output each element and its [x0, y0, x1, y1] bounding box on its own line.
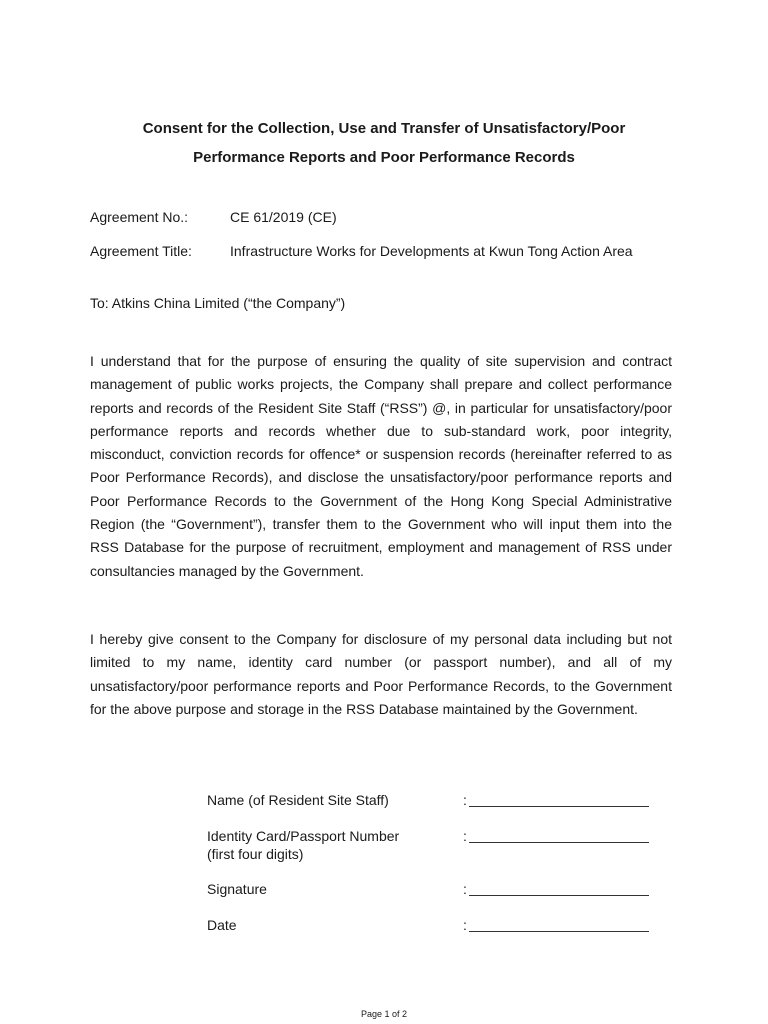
document-title	[60, 114, 708, 172]
id-label	[207, 827, 457, 863]
date-colon: :	[463, 917, 467, 933]
date-blank-line[interactable]	[469, 931, 649, 932]
name-colon: :	[463, 792, 467, 808]
agreement-number-label: Agreement No.:	[90, 209, 189, 225]
title-line-2: Performance Reports and Poor Performance Records	[193, 149, 575, 166]
id-label-line-2: (first four digits)	[207, 846, 304, 862]
consent-paragraph-2: I hereby give consent to the Company for disclosure of my personal data including but not limited to my name, identity card number (or passport number), and all of my unsatisfactory/poor performance reports and Poor Performance Records, to the Government for the above purpose and storage in the RSS Database maintained by the Government.	[90, 631, 672, 717]
id-colon: :	[463, 828, 467, 844]
id-label-line-1: Identity Card/Passport Number	[207, 828, 400, 844]
agreement-title-label: Agreement Title:	[90, 243, 192, 259]
title-line-1: Consent for the Collection, Use and Transfer of Unsatisfactory/Poor	[142, 120, 626, 137]
addressee-line: To: Atkins China Limited (“the Company”)	[90, 295, 346, 311]
agreement-number-value: CE 61/2019 (CE)	[230, 209, 337, 225]
agreement-title-value: Infrastructure Works for Developments at Kwun Tong Action Area	[230, 243, 633, 259]
name-label: Name (of Resident Site Staff)	[207, 792, 389, 808]
signature-blank-line[interactable]	[469, 895, 649, 896]
consent-paragraph-1: I understand that for the purpose of ensuring the quality of site supervision and contract management of public works projects, the Company shall prepare and collect performance reports and records of the Resident Site Staff (“RSS”) @, in particular for unsatisfactory/poor performance reports and records whether due to sub-standard work, poor integrity, misconduct, conviction records for offence* or suspension records (hereinafter referred to as Poor Performance Records), and disclose the unsatisfactory/poor performance reports and Poor Performance Records to the Government of the Hong Kong Special Administrative Region (the “Government”), transfer them to the Government who will input them into the RSS Database for the purpose of recruitment, employment and management of RSS under consultancies managed by the Government.	[90, 353, 672, 579]
date-label: Date	[207, 917, 237, 933]
name-blank-line[interactable]	[469, 806, 649, 807]
page-number: Page 1 of 2	[360, 1009, 408, 1019]
signature-colon: :	[463, 881, 467, 897]
id-blank-line[interactable]	[469, 842, 649, 843]
signature-label: Signature	[207, 881, 267, 897]
